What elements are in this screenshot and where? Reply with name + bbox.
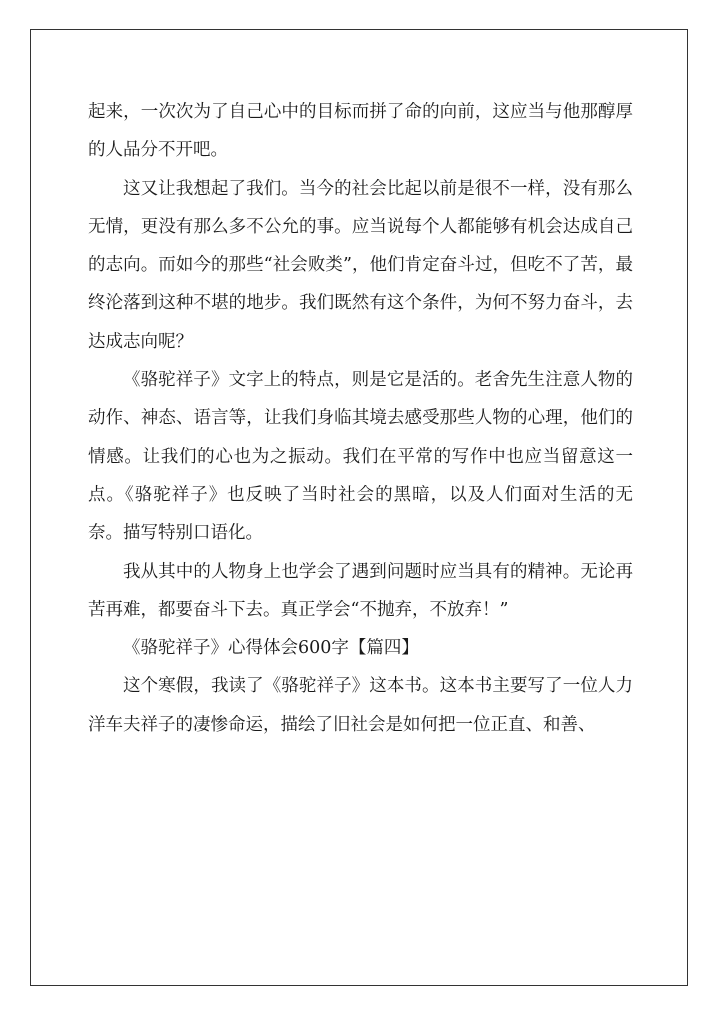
paragraph: 这个寒假，我读了《骆驼祥子》这本书。这本书主要写了一位人力洋车夫祥子的凄惨命运，描绘了旧社会是如何把一位正直、和善、 <box>88 676 633 735</box>
paragraph-continuation: 起来，一次次为了自己心中的目标而拼了命的向前，这应当与他那醇厚的人品分不开吧。 <box>88 102 633 161</box>
document-body <box>88 93 633 744</box>
paragraph: 《骆驼祥子》文字上的特点，则是它是活的。老舍先生注意人物的动作、神态、语言等，让我们身临其境去感受那些人物的心理，他们的情感。让我们的心也为之振动。我们在平常的写作中也应当留意这一点。《骆驼祥子》也反映了当时社会的黑暗，以及人们面对生活的无奈。描写特别口语化。 <box>88 370 633 544</box>
paragraph: 我从其中的人物身上也学会了遇到问题时应当具有的精神。无论再苦再难，都要奋斗下去。真正学会“不抛弃，不放弃！” <box>88 561 633 620</box>
paragraph: 这又让我想起了我们。当今的社会比起以前是很不一样，没有那么无情，更没有那么多不公允的事。应当说每个人都能够有机会达成自己的志向。而如今的那些“社会败类”，他们肯定奋斗过，但吃不了苦，最终沦落到这种不堪的地步。我们既然有这个条件，为何不努力奋斗，去达成志向呢？ <box>88 178 633 352</box>
section-heading: 《骆驼祥子》心得体会600字【篇四】 <box>123 638 419 659</box>
